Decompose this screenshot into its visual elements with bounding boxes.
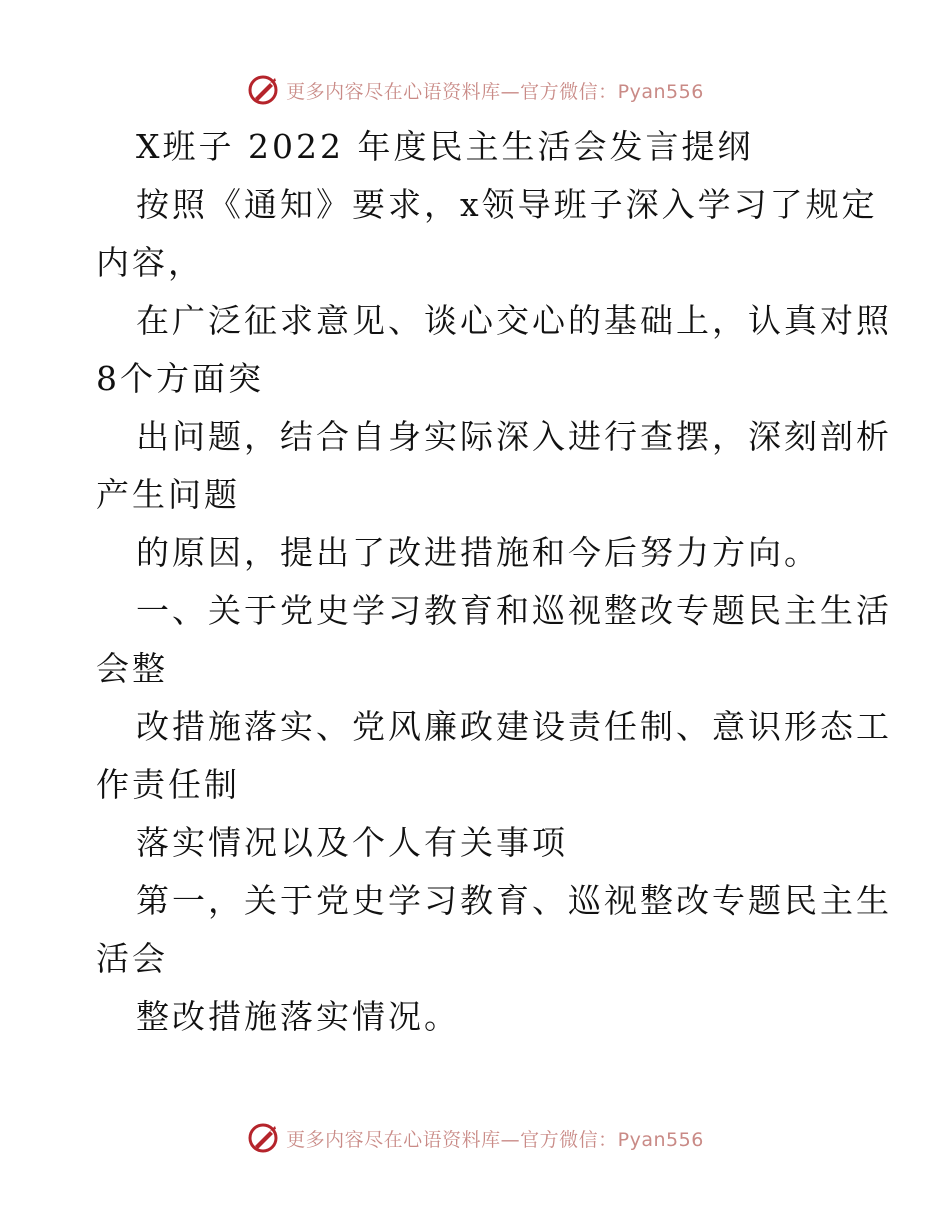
footer-separator: — (500, 1128, 521, 1151)
doc-line: 的原因，提出了改进措施和今后努力方向。 (136, 533, 820, 572)
doc-line: 出问题，结合自身实际深入进行查摆，深刻剖析 (136, 417, 892, 456)
doc-line: 活会 (96, 939, 168, 978)
doc-line: 作责任制 (96, 765, 240, 804)
doc-line: X班子 2022 年度民主生活会发言提纲 (136, 127, 754, 166)
doc-line: 改措施落实、党风廉政建设责任制、意识形态工 (136, 707, 892, 746)
header-separator: — (500, 80, 521, 103)
header-watermark-banner (0, 70, 950, 110)
doc-line: 按照《通知》要求，x领导班子深入学习了规定 (136, 185, 878, 224)
doc-line: 第一，关于党史学习教育、巡视整改专题民主生 (136, 881, 892, 920)
doc-line: 内容， (96, 243, 204, 282)
quill-logo-icon (246, 73, 280, 107)
document-body (96, 118, 892, 1046)
footer-watermark-banner (0, 1118, 950, 1158)
quill-logo-icon (246, 1121, 280, 1155)
doc-line: 在广泛征求意见、谈心交心的基础上，认真对照 (136, 301, 892, 340)
header-banner-text (286, 77, 704, 104)
footer-brand: 更多内容尽在心语资料库 (286, 1128, 501, 1151)
doc-line: 8个方面突 (96, 359, 264, 398)
header-contact: 官方微信：Pyan556 (520, 80, 704, 103)
doc-line: 整改措施落实情况。 (136, 997, 460, 1036)
doc-line: 会整 (96, 649, 168, 688)
doc-line: 产生问题 (96, 475, 240, 514)
footer-contact: 官方微信：Pyan556 (520, 1128, 704, 1151)
header-brand: 更多内容尽在心语资料库 (286, 80, 501, 103)
doc-line: 落实情况以及个人有关事项 (136, 823, 568, 862)
footer-banner-text (286, 1125, 704, 1152)
doc-line: 一、关于党史学习教育和巡视整改专题民主生活 (136, 591, 892, 630)
